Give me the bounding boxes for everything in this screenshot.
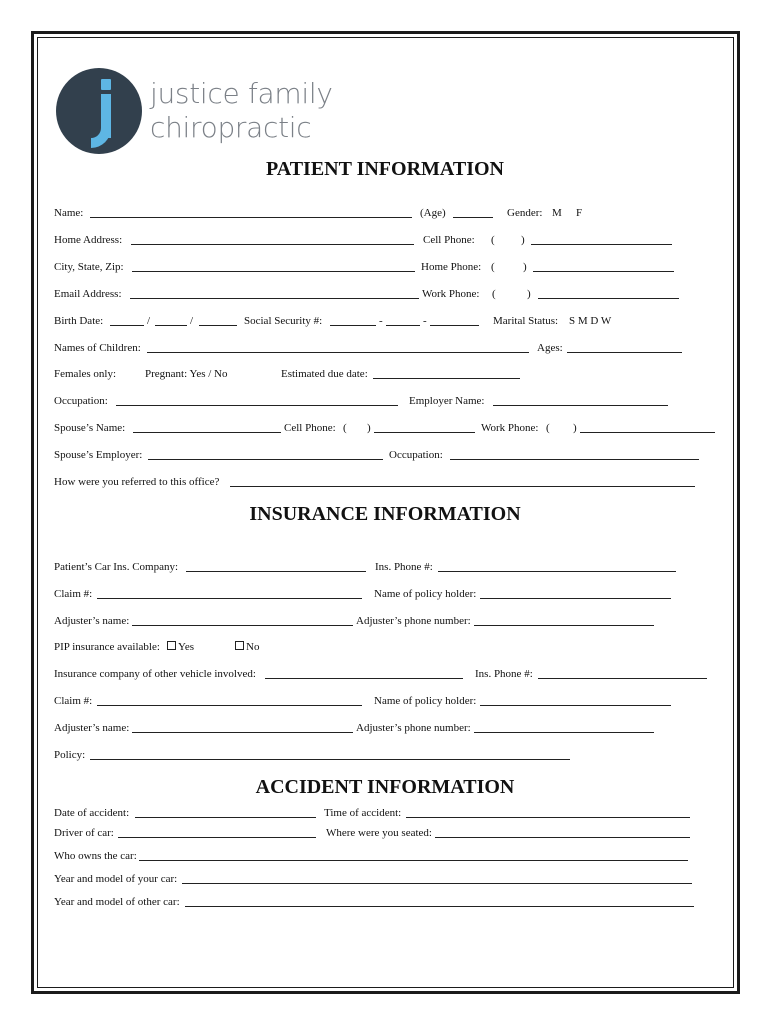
cell-phone-label: Cell Phone: bbox=[423, 234, 475, 246]
city-state-zip-label: City, State, Zip: bbox=[54, 261, 124, 273]
home-phone-field[interactable] bbox=[533, 261, 674, 272]
work-phone-paren-close: ) bbox=[527, 288, 531, 300]
who-owns-car-label: Who owns the car: bbox=[54, 850, 137, 862]
email-address-label: Email Address: bbox=[54, 288, 122, 300]
cell-phone-field[interactable] bbox=[531, 234, 672, 245]
pip-no-label: No bbox=[246, 641, 260, 653]
birth-date-label: Birth Date: bbox=[54, 315, 104, 327]
logo-text-line1: justice family bbox=[150, 77, 333, 110]
spouse-cell-phone-field[interactable] bbox=[374, 422, 475, 433]
work-phone-paren-open: ( bbox=[492, 288, 496, 300]
employer-name-label: Employer Name: bbox=[409, 395, 485, 407]
spouse-work-phone-paren-close: ) bbox=[573, 422, 577, 434]
adjusters-phone-2-label: Adjuster’s phone number: bbox=[356, 722, 471, 734]
home-phone-paren-open: ( bbox=[491, 261, 495, 273]
policy-holder-2-field[interactable] bbox=[480, 695, 671, 706]
policy-field[interactable] bbox=[90, 749, 570, 760]
pip-yes-option[interactable] bbox=[167, 641, 194, 654]
policy-label: Policy: bbox=[54, 749, 86, 761]
birth-year-field[interactable] bbox=[199, 315, 237, 326]
employer-name-field[interactable] bbox=[493, 395, 668, 406]
spouses-employer-label: Spouse’s Employer: bbox=[54, 449, 143, 461]
spouses-employer-field[interactable] bbox=[148, 449, 383, 460]
accident-information-heading: ACCIDENT INFORMATION bbox=[255, 776, 515, 798]
home-phone-paren-close: ) bbox=[523, 261, 527, 273]
patient-information-heading: PATIENT INFORMATION bbox=[266, 158, 504, 180]
claim-field[interactable] bbox=[97, 588, 362, 599]
spouse-occupation-label: Occupation: bbox=[389, 449, 443, 461]
adjusters-name-label: Adjuster’s name: bbox=[54, 615, 130, 627]
adjusters-name-2-field[interactable] bbox=[132, 722, 353, 733]
year-model-your-car-label: Year and model of your car: bbox=[54, 873, 178, 885]
spouses-name-field[interactable] bbox=[133, 422, 281, 433]
adjusters-phone-field[interactable] bbox=[474, 615, 654, 626]
logo-j-dot bbox=[101, 79, 111, 90]
spouse-cell-phone-label: Cell Phone: bbox=[284, 422, 336, 434]
policy-holder-field[interactable] bbox=[480, 588, 671, 599]
age-field[interactable] bbox=[453, 207, 493, 218]
social-security-label: Social Security #: bbox=[244, 315, 323, 327]
marital-status-label: Marital Status: bbox=[493, 315, 559, 327]
names-of-children-label: Names of Children: bbox=[54, 342, 141, 354]
occupation-label: Occupation: bbox=[54, 395, 108, 407]
where-seated-field[interactable] bbox=[435, 827, 690, 838]
gender-m-option[interactable]: M bbox=[552, 207, 562, 219]
ins-phone-2-field[interactable] bbox=[538, 668, 707, 679]
females-only-label: Females only: bbox=[54, 368, 117, 380]
pip-yes-checkbox[interactable] bbox=[167, 641, 176, 650]
marital-status-options[interactable]: S M D W bbox=[569, 315, 612, 327]
policy-holder-label: Name of policy holder: bbox=[374, 588, 477, 600]
date-of-accident-field[interactable] bbox=[135, 807, 316, 818]
ssn-part2-field[interactable] bbox=[386, 315, 420, 326]
insurance-information-heading: INSURANCE INFORMATION bbox=[249, 503, 521, 525]
other-vehicle-company-field[interactable] bbox=[265, 668, 463, 679]
adjusters-name-field[interactable] bbox=[132, 615, 353, 626]
pip-yes-label: Yes bbox=[178, 641, 195, 653]
spouse-work-phone-paren-open: ( bbox=[546, 422, 550, 434]
ages-field[interactable] bbox=[567, 342, 682, 353]
spouse-occupation-field[interactable] bbox=[450, 449, 699, 460]
ins-phone-2-label: Ins. Phone #: bbox=[475, 668, 533, 680]
pregnant-label[interactable]: Pregnant: Yes / No bbox=[145, 368, 228, 380]
policy-holder-2-label: Name of policy holder: bbox=[374, 695, 477, 707]
ins-phone-label: Ins. Phone #: bbox=[375, 561, 433, 573]
pip-available-label: PIP insurance available: bbox=[54, 641, 160, 653]
spouse-work-phone-label: Work Phone: bbox=[481, 422, 539, 434]
ssn-dash-2: - bbox=[423, 315, 427, 327]
driver-of-car-field[interactable] bbox=[118, 827, 316, 838]
claim-2-field[interactable] bbox=[97, 695, 362, 706]
logo-text-line2: chiropractic bbox=[150, 111, 312, 144]
estimated-due-date-label: Estimated due date: bbox=[281, 368, 368, 380]
birth-month-field[interactable] bbox=[110, 315, 144, 326]
where-seated-label: Where were you seated: bbox=[326, 827, 432, 839]
ssn-part3-field[interactable] bbox=[430, 315, 479, 326]
driver-of-car-label: Driver of car: bbox=[54, 827, 114, 839]
age-label: (Age) bbox=[420, 207, 446, 219]
adjusters-phone-2-field[interactable] bbox=[474, 722, 654, 733]
ssn-part1-field[interactable] bbox=[330, 315, 376, 326]
ssn-dash-1: - bbox=[379, 315, 383, 327]
home-address-field[interactable] bbox=[131, 234, 414, 245]
year-model-your-car-field[interactable] bbox=[182, 873, 692, 884]
home-address-label: Home Address: bbox=[54, 234, 123, 246]
birth-date-slash-2: / bbox=[190, 315, 194, 327]
pip-no-checkbox[interactable] bbox=[235, 641, 244, 650]
who-owns-car-field[interactable] bbox=[139, 850, 688, 861]
time-of-accident-field[interactable] bbox=[406, 807, 690, 818]
gender-f-option[interactable]: F bbox=[576, 207, 583, 219]
cell-phone-paren-open: ( bbox=[491, 234, 495, 246]
name-field[interactable] bbox=[90, 207, 412, 218]
other-vehicle-company-label: Insurance company of other vehicle involved: bbox=[54, 668, 256, 680]
date-of-accident-label: Date of accident: bbox=[54, 807, 130, 819]
ages-label: Ages: bbox=[537, 342, 563, 354]
home-phone-label: Home Phone: bbox=[421, 261, 482, 273]
estimated-due-date-field[interactable] bbox=[373, 368, 520, 379]
cell-phone-paren-close: ) bbox=[521, 234, 525, 246]
car-ins-company-field[interactable] bbox=[186, 561, 366, 572]
year-model-other-car-field[interactable] bbox=[185, 896, 694, 907]
birth-date-slash-1: / bbox=[147, 315, 151, 327]
gender-label: Gender: bbox=[507, 207, 543, 219]
spouse-cell-phone-paren-close: ) bbox=[367, 422, 371, 434]
name-label: Name: bbox=[54, 207, 84, 219]
year-model-other-car-label: Year and model of other car: bbox=[54, 896, 180, 908]
time-of-accident-label: Time of accident: bbox=[324, 807, 402, 819]
adjusters-name-2-label: Adjuster’s name: bbox=[54, 722, 130, 734]
spouse-cell-phone-paren-open: ( bbox=[343, 422, 347, 434]
referred-field[interactable] bbox=[230, 476, 695, 487]
car-ins-company-label: Patient’s Car Ins. Company: bbox=[54, 561, 179, 573]
ins-phone-field[interactable] bbox=[438, 561, 676, 572]
spouses-name-label: Spouse’s Name: bbox=[54, 422, 126, 434]
city-state-zip-field[interactable] bbox=[132, 261, 415, 272]
claim-2-label: Claim #: bbox=[54, 695, 93, 707]
pip-no-option[interactable] bbox=[235, 641, 259, 654]
adjusters-phone-label: Adjuster’s phone number: bbox=[356, 615, 471, 627]
work-phone-field[interactable] bbox=[538, 288, 679, 299]
claim-label: Claim #: bbox=[54, 588, 93, 600]
work-phone-label: Work Phone: bbox=[422, 288, 480, 300]
referred-label: How were you referred to this office? bbox=[54, 476, 220, 488]
occupation-field[interactable] bbox=[116, 395, 398, 406]
birth-day-field[interactable] bbox=[155, 315, 187, 326]
email-address-field[interactable] bbox=[130, 288, 419, 299]
spouse-work-phone-field[interactable] bbox=[580, 422, 715, 433]
names-of-children-field[interactable] bbox=[147, 342, 529, 353]
